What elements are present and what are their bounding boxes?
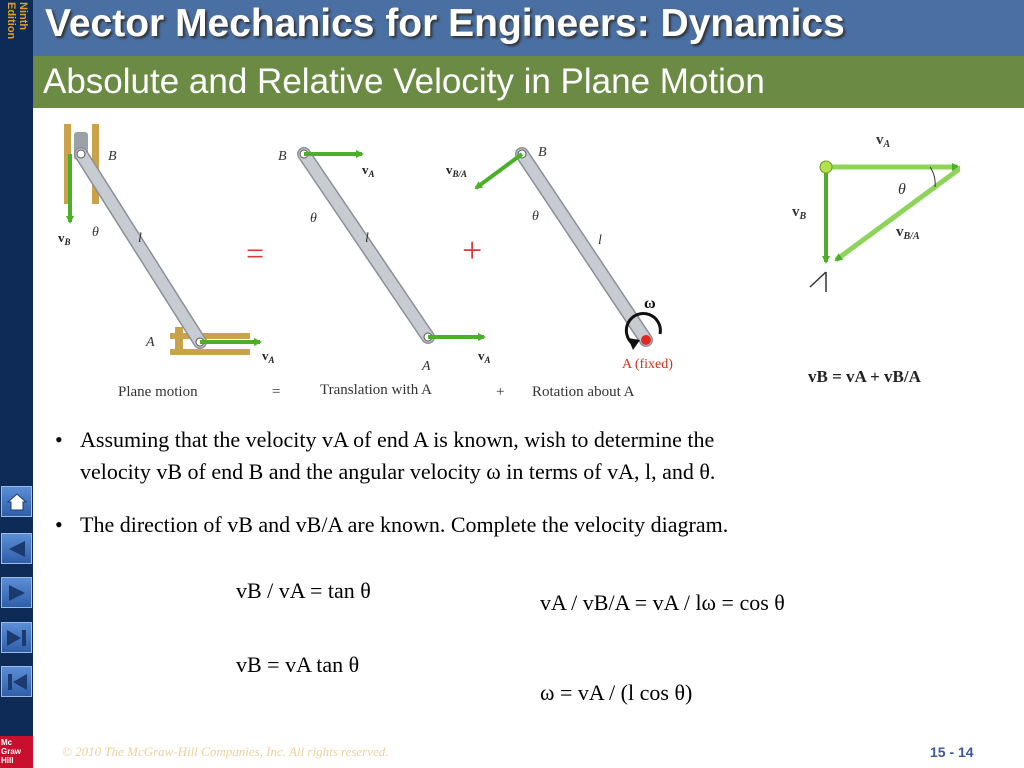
home-icon [5, 490, 29, 514]
page-number: 15 - 14 [930, 744, 974, 760]
label-a-fixed: A (fixed) [622, 357, 673, 372]
title-bar [33, 0, 1024, 56]
edition-label [1, 2, 29, 62]
label-va: $v_A$ [362, 162, 375, 179]
translation-diagram [278, 149, 491, 374]
label-a: A [146, 335, 155, 350]
pin-b [77, 150, 85, 158]
equation-2: vB = vA tan θ [236, 652, 360, 677]
slide-subtitle: Absolute and Relative Velocity in Plane Motion [43, 62, 765, 101]
bullet-2-text: The direction of vB and vB/A are known. Complete the velocity diagram. [80, 512, 729, 537]
label-b: B [538, 145, 547, 160]
label-theta: θ [898, 181, 906, 198]
logo-line: Mc [1, 738, 13, 747]
next-button[interactable] [1, 577, 32, 608]
last-button[interactable] [1, 622, 32, 653]
label-va: $v_A$ [262, 348, 275, 365]
label-vba: $v_{B/A}$ [446, 162, 468, 179]
first-button[interactable] [1, 666, 32, 697]
equation-4: ω = vA / (l cos θ) [540, 680, 693, 705]
point-b [820, 161, 832, 173]
label-va: $v_A$ [478, 348, 491, 365]
previous-button[interactable] [1, 533, 32, 564]
theta-arc [930, 167, 935, 187]
caption-plane-motion: Plane motion [118, 384, 198, 400]
label-l: l [598, 233, 602, 248]
label-vb: $v_B$ [58, 230, 71, 247]
equation-3: vA / vB/A = vA / lω = cos θ [540, 590, 785, 615]
velocity-triangle [792, 132, 960, 386]
vector-equation: vB = vA + vB/A [808, 367, 921, 386]
caption-equals: = [272, 384, 281, 400]
bar-ab [81, 154, 200, 342]
caption-rotation: Rotation about A [532, 384, 635, 400]
bullet-dot: • [55, 512, 63, 537]
arrow-left-icon [5, 537, 29, 561]
caption-plus: + [496, 384, 505, 400]
equation-1: vB / vA = tan θ [236, 578, 371, 603]
plus-sign: + [462, 230, 483, 270]
velocity-figure [50, 112, 960, 407]
logo-line: Hill [1, 756, 14, 765]
bullet-1-line1: Assuming that the velocity vA of end A is known, wish to determine the [80, 427, 715, 452]
pin-a-fixed [641, 335, 651, 345]
vba-arrow [476, 154, 522, 188]
bullet-1-line2: velocity vB of end B and the angular velocity ω in terms of vA, l, and θ. [80, 459, 716, 484]
label-vb: $v_B$ [792, 204, 807, 222]
label-theta: θ [92, 225, 99, 240]
label-b: B [278, 149, 287, 164]
label-omega: ω [644, 295, 656, 312]
edition-line2: Edition [5, 2, 17, 40]
logo-line: Graw [1, 747, 22, 756]
caption-translation: Translation with A [320, 382, 432, 398]
bullet-dot: • [55, 427, 63, 452]
label-theta: θ [310, 211, 317, 226]
label-b: B [108, 149, 117, 164]
label-l: l [138, 231, 142, 246]
label-a: A [422, 359, 431, 374]
sidebar [0, 0, 33, 768]
label-vba: $v_{B/A}$ [896, 224, 920, 242]
omega-arrowhead [628, 338, 640, 350]
home-button[interactable] [1, 486, 32, 517]
label-va: $v_A$ [876, 132, 891, 150]
slide-title: Vector Mechanics for Engineers: Dynamics [45, 2, 845, 45]
mcgraw-hill-logo [0, 736, 33, 768]
arrow-right-icon [5, 581, 29, 605]
skip-start-icon [5, 670, 29, 694]
edition-line1: Ninth [17, 2, 29, 31]
tick-mark [810, 272, 826, 287]
label-l: l [365, 231, 369, 246]
label-theta: θ [532, 209, 539, 224]
copyright-notice: © 2010 The McGraw-Hill Companies, Inc. All rights reserved. [62, 744, 389, 759]
bar-ab [522, 154, 646, 340]
subtitle-bar [33, 56, 1024, 108]
plane-motion-diagram [58, 124, 275, 365]
skip-end-icon [5, 626, 29, 650]
equals-sign: = [246, 235, 265, 271]
